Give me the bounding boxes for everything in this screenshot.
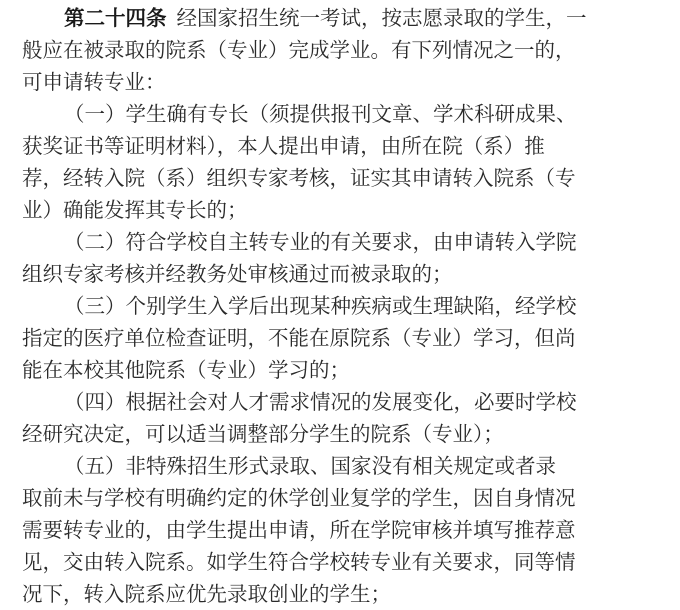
clause-3-line: （三）个别学生入学后出现某种疾病或生理缺陷，经学校	[64, 294, 577, 318]
document-body	[22, 0, 662, 610]
clause-2-line: （二）符合学校自主转专业的有关要求，由申请转入学院	[64, 230, 577, 254]
article-intro-line: 可申请转专业：	[22, 70, 166, 94]
article-first-line	[22, 2, 662, 34]
clause-3-line: 指定的医疗单位检查证明，不能在原院系（专业）学习，但尚	[22, 326, 576, 350]
clause-1-line: 荐，经转入院（系）组织专家考核，证实其申请转入院系（专	[22, 166, 576, 190]
article-intro-line: 经国家招生统一考试，按志愿录取的学生，一	[176, 6, 587, 30]
article-intro-line: 般应在被录取的院系（专业）完成学业。有下列情况之一的，	[22, 38, 576, 62]
clause-1-line: （一）学生确有专长（须提供报刊文章、学术科研成果、	[64, 102, 577, 126]
clause-2-line: 组织专家考核并经教务处审核通过而被录取的；	[22, 262, 453, 286]
clause-4-line: （四）根据社会对人才需求情况的发展变化，必要时学校	[64, 390, 577, 414]
clause-5-line: 取前未与学校有明确约定的休学创业复学的学生，因自身情况	[22, 486, 576, 510]
clause-1-line: 业）确能发挥其专长的；	[22, 198, 248, 222]
clause-5-line: 见，交由转入院系。如学生符合学校转专业有关要求，同等情	[22, 550, 576, 574]
clause-5-line: （五）非特殊招生形式录取、国家没有相关规定或者录	[64, 454, 556, 478]
article-title: 第二十四条	[64, 6, 167, 30]
clause-4-line: 经研究决定，可以适当调整部分学生的院系（专业）；	[22, 422, 504, 446]
clause-5-line: 需要转专业的，由学生提出申请，所在学院审核并填写推荐意	[22, 518, 576, 542]
clause-3-line: 能在本校其他院系（专业）学习的；	[22, 358, 350, 382]
clause-1-line: 获奖证书等证明材料），本人提出申请，由所在院（系）推	[22, 134, 545, 158]
clause-5-line: 况下，转入院系应优先录取创业的学生；	[22, 582, 391, 606]
